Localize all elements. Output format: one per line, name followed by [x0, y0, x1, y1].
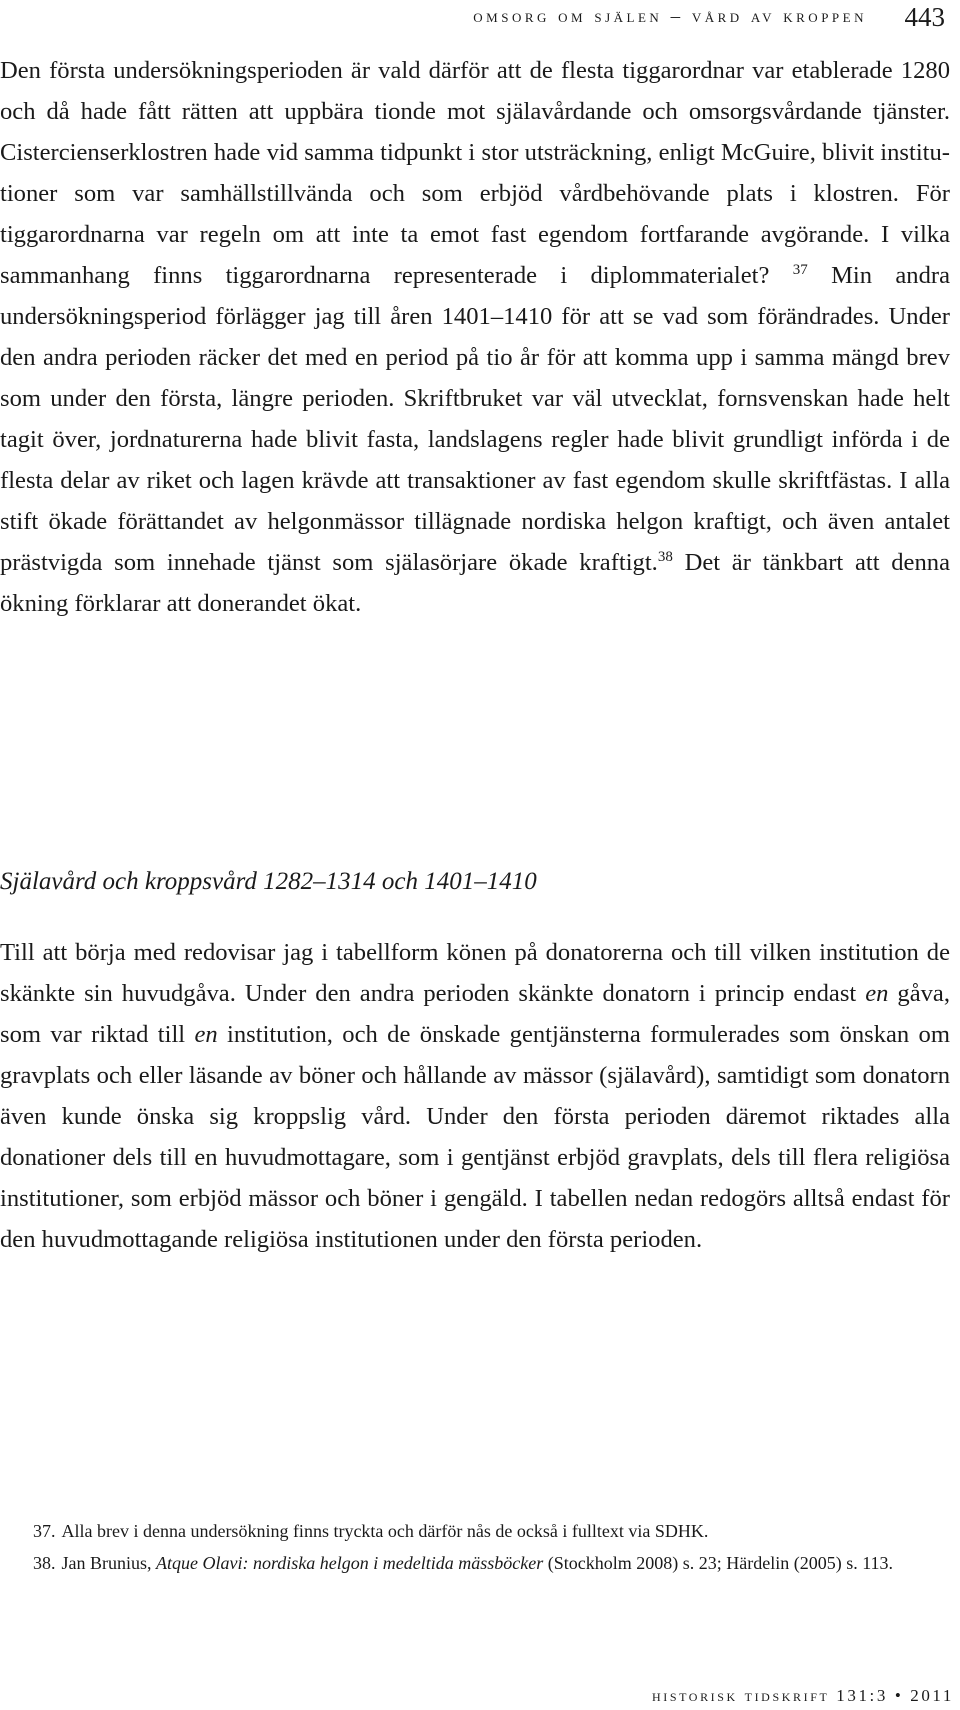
running-head	[330, 2, 945, 36]
footnote	[0, 1550, 950, 1577]
text-run: Alla brev i denna undersökning finns tryckta och därför nås de också i fulltext via SDHK.	[61, 1521, 709, 1541]
text-run: Det är tänkbart att denna ökning förklarar att donerandet ökat.	[0, 549, 950, 617]
section-heading: Själavård och kroppsvård 1282–1314 och 1401–1410	[0, 868, 537, 895]
footnote-reference[interactable]: 38	[657, 549, 673, 565]
text-run: institution, och de önskade gentjänsterna formulerades som önskan om gravplats och eller läsande av böner och hållande av mässor (själavård), samtidigt som donatorn även kunde önska sig kroppslig vård. Under den första perioden däremot riktades alla donationer dels till en huvudmottagare, som i gentjänst erbjöd gravplats, dels till flera religiösa institutioner, som erbjöd mässor och böner i gengäld. I tabellen nedan redogörs alltså endast för den huvudmottagande religiösa institutionen under den första perioden.	[0, 1021, 950, 1253]
italic-text: en	[865, 980, 889, 1007]
text-run: (Stockholm 2008) s. 23; Härdelin (2005) s. 113.	[543, 1553, 894, 1573]
text-run: Den första undersökningsperioden är vald därför att de flesta tiggarordnar var etablerade 1280 och då hade fått rätten att uppbära tionde mot själavårdande och omsorgsvårdande tjänster. Cistercienserklostren hade vid samma tidpunkt i stor utsträckning, enligt McGuire, blivit institutioner som var samhällstillvända och som erbjöd vårdbehövande plats i klostren. För tiggarordnarna var regeln om att inte ta emot fast egendom fortfarande avgörande. I vilka sammanhang finns tiggarordnarna representerade i diplommaterialet?	[0, 57, 950, 289]
italic-text: Atque Olavi: nordiska helgon i medeltida mässböcker	[156, 1553, 544, 1573]
italic-text: en	[194, 1021, 218, 1048]
footnote-number: 38.	[33, 1553, 56, 1573]
paragraph	[0, 50, 950, 624]
body-text-section-1	[0, 50, 950, 624]
page-number: 443	[904, 2, 945, 32]
paragraph	[0, 932, 950, 1260]
text-run: gåva, som var riktad till	[0, 980, 950, 1048]
text-run: Min andra undersökningsperiod förlägger jag till åren 1401–1410 för att se vad som förändrades. Under den andra perioden räcker det med en period på tio år för att komma upp i samma mängd brev som under den första, längre perioden. Skriftbruket var väl utvecklat, fornsvenskan hade helt tagit över, jordnaturerna hade blivit fasta, landslagens regler hade blivit grundligt införda i de flesta delar av riket och lagen krävde att transaktioner av fast egendom skulle skriftfästas. I alla stift ökade förättandet av helgonmässor tillägnade nordiska helgon kraftigt, och även antalet prästvigda som innehade tjänst som själasörjare ökade kraftigt.	[0, 262, 950, 576]
footnote-text	[62, 1521, 709, 1541]
footnotes	[0, 1518, 950, 1582]
footnote-text	[62, 1553, 894, 1573]
footnote	[0, 1518, 950, 1545]
body-text-section-2	[0, 932, 950, 1260]
running-foot: historisk tidskrift 131:3 • 2011	[651, 1686, 954, 1705]
footnote-reference[interactable]: 37	[792, 262, 808, 278]
running-head-title: omsorg om själen – vård av kroppen	[473, 6, 867, 27]
text-run: Till att börja med redovisar jag i tabellform könen på donatorerna och till vilken institution de skänkte sin huvudgåva. Under den andra perioden skänkte donatorn i princip endast	[0, 939, 950, 1007]
footnote-number: 37.	[33, 1521, 56, 1541]
text-run: Jan Brunius,	[61, 1553, 156, 1573]
